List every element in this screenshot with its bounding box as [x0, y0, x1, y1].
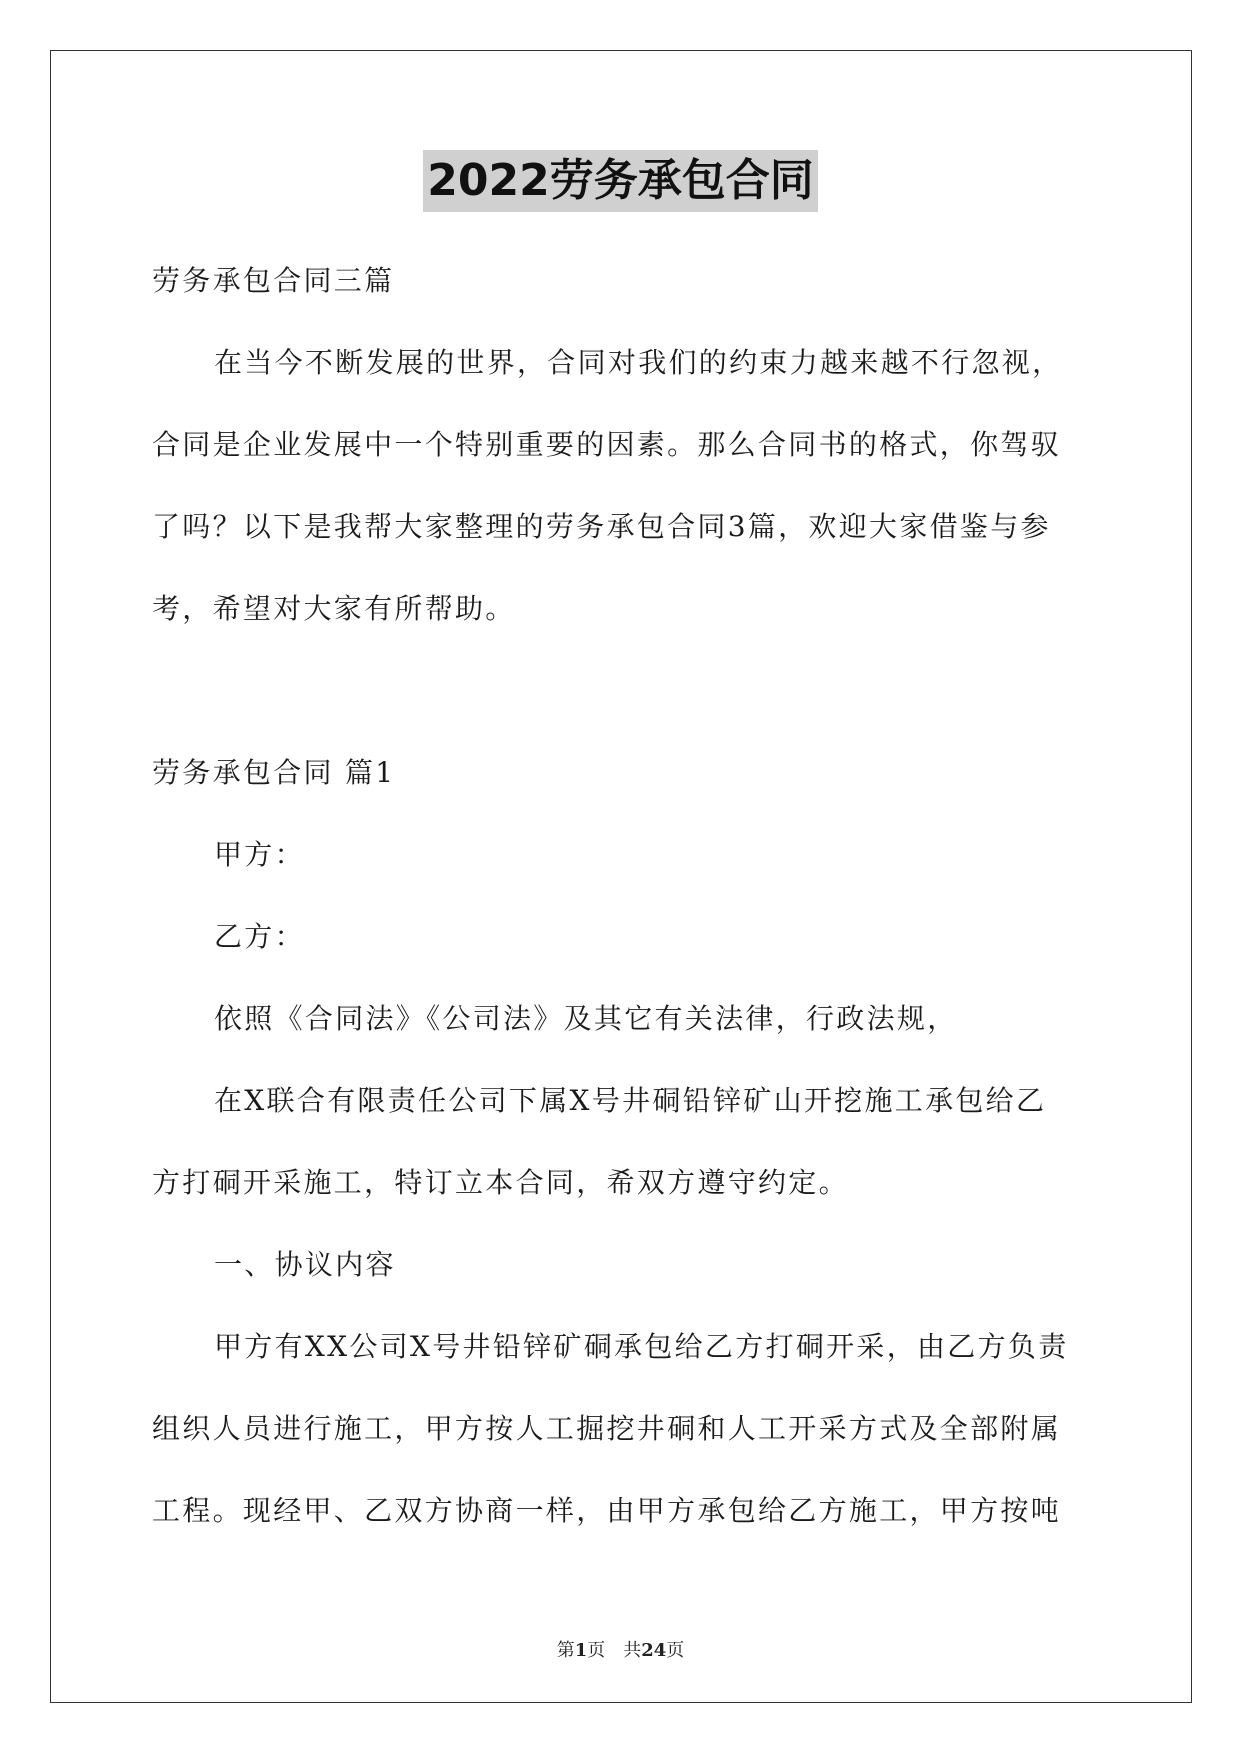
page-prefix: 第: [556, 1640, 575, 1661]
party-a-line: 甲方：: [214, 838, 305, 871]
paragraph-line: 方打硐开采施工，特订立本合同，希双方遵守约定。: [152, 1166, 849, 1199]
paragraph-line: 在X联合有限责任公司下属X号井硐铅锌矿山开挖施工承包给乙: [214, 1084, 1047, 1117]
page-total: 24: [641, 1640, 667, 1661]
section-heading: 劳务承包合同 篇1: [152, 756, 396, 789]
section-heading: 劳务承包合同三篇: [152, 264, 395, 297]
page-suffix: 页: [666, 1640, 685, 1661]
paragraph-line: 了吗？以下是我帮大家整理的劳务承包合同3篇，欢迎大家借鉴与参: [152, 510, 1051, 543]
paragraph-line: 甲方有XX公司X号井铅锌矿硐承包给乙方打硐开采，由乙方负责: [214, 1330, 1069, 1363]
paragraph-line: 在当今不断发展的世界，合同对我们的约束力越来越不行忽视，: [214, 346, 1063, 379]
paragraph-line: 合同是企业发展中一个特别重要的因素。那么合同书的格式，你驾驭: [152, 428, 1062, 461]
blank-line: [152, 650, 1092, 732]
page-footer: [0, 1636, 1241, 1662]
title-container: [0, 150, 1241, 212]
paragraph-line: 工程。现经甲、乙双方协商一样，由甲方承包给乙方施工，甲方按吨: [152, 1494, 1062, 1527]
page-mid: 页 共: [587, 1640, 642, 1661]
paragraph-line: 考，希望对大家有所帮助。: [152, 592, 516, 625]
document-title: 2022劳务承包合同: [423, 150, 817, 212]
party-b-line: 乙方：: [214, 920, 305, 953]
paragraph-line: 依照《合同法》《公司法》及其它有关法律，行政法规，: [214, 1002, 958, 1035]
clause-heading: 一、协议内容: [214, 1248, 396, 1281]
document-body: [152, 240, 1092, 1552]
paragraph-line: 组织人员进行施工，甲方按人工掘挖井硐和人工开采方式及全部附属: [152, 1412, 1062, 1445]
page-current: 1: [574, 1640, 588, 1661]
